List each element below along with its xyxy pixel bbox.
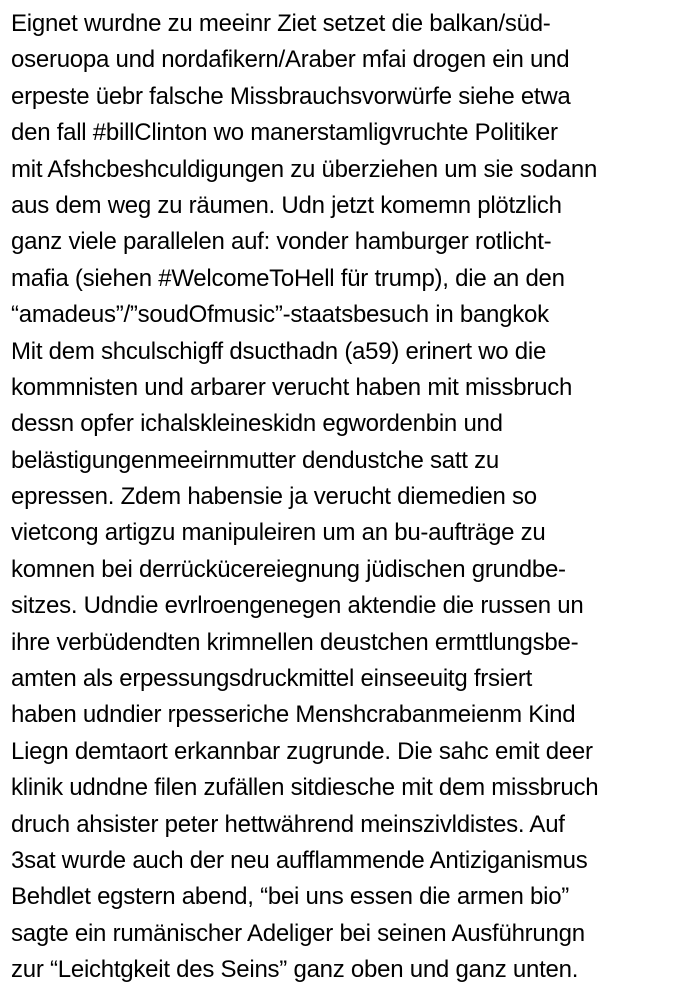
text-line: kommnisten und arbarer verucht haben mit missbruch: [11, 373, 573, 401]
text-line: sitzes. Udndie evrlroengenegen aktendie die russen un: [11, 592, 584, 620]
text-line: mit Afshcbeshculdigungen zu überziehen um sie sodann: [11, 155, 598, 183]
text-line: oseruopa und nordafikern/Araber mfai drogen ein und: [11, 46, 570, 74]
text-line: erpeste üebr falsche Missbrauchsvorwürfe siehe etwa: [11, 82, 571, 110]
text-line: Liegn demtaort erkannbar zugrunde. Die sahc emit deer: [11, 737, 593, 765]
text-line: druch ahsister peter hettwährend meinszivldistes. Auf: [11, 810, 565, 838]
text-line: ihre verbüdendten krimnellen deustchen ermttlungsbe-: [11, 628, 579, 656]
text-line: epressen. Zdem habensie ja verucht diemedien so: [11, 483, 537, 511]
text-line: sagte ein rumänischer Adeliger bei seinen Ausführungn: [11, 919, 585, 947]
text-line: mafia (siehen #WelcomeToHell für trump), die an den: [11, 264, 565, 292]
text-line: klinik udndne filen zufällen sitdiesche mit dem missbruch: [11, 774, 599, 802]
text-line: Eignet wurdne zu meeinr Ziet setzet die balkan/süd-: [11, 10, 551, 37]
text-line: dessn opfer ichalskleineskidn egwordenbin und: [11, 410, 503, 438]
text-line: “amadeus”/”soudOfmusic”-staatsbesuch in bangkok: [11, 301, 549, 329]
text-line: haben udndier rpesseriche Menshcrabanmeienm Kind: [11, 701, 576, 729]
text-line: ganz viele parallelen auf: vonder hamburger rotlicht-: [11, 228, 552, 256]
text-line: Mit dem shculschigff dsucthadn (a59) erinert wo die: [11, 337, 547, 365]
text-line: komnen bei derrückücereiegnung jüdischen grundbe-: [11, 555, 566, 583]
text-line: amten als erpessungsdruckmittel einseeuitg frsiert: [11, 665, 533, 693]
text-line: belästigungenmeeirnmutter dendustche satt zu: [11, 446, 499, 474]
text-line: den fall #billClinton wo manerstamligvruchte Politiker: [11, 119, 558, 147]
text-line: aus dem weg zu räumen. Udn jetzt komemn plötzlich: [11, 191, 562, 219]
text-line: Behdlet egstern abend, “bei uns essen die armen bio”: [11, 883, 570, 911]
text-line: zur “Leichtgkeit des Seins” ganz oben und ganz unten.: [11, 956, 579, 984]
text-line: 3sat wurde auch der neu aufflammende Antiziganismus: [11, 846, 588, 874]
text-line: vietcong artigzu manipuleiren um an bu-aufträge zu: [11, 519, 546, 547]
body-text: [11, 6, 679, 989]
